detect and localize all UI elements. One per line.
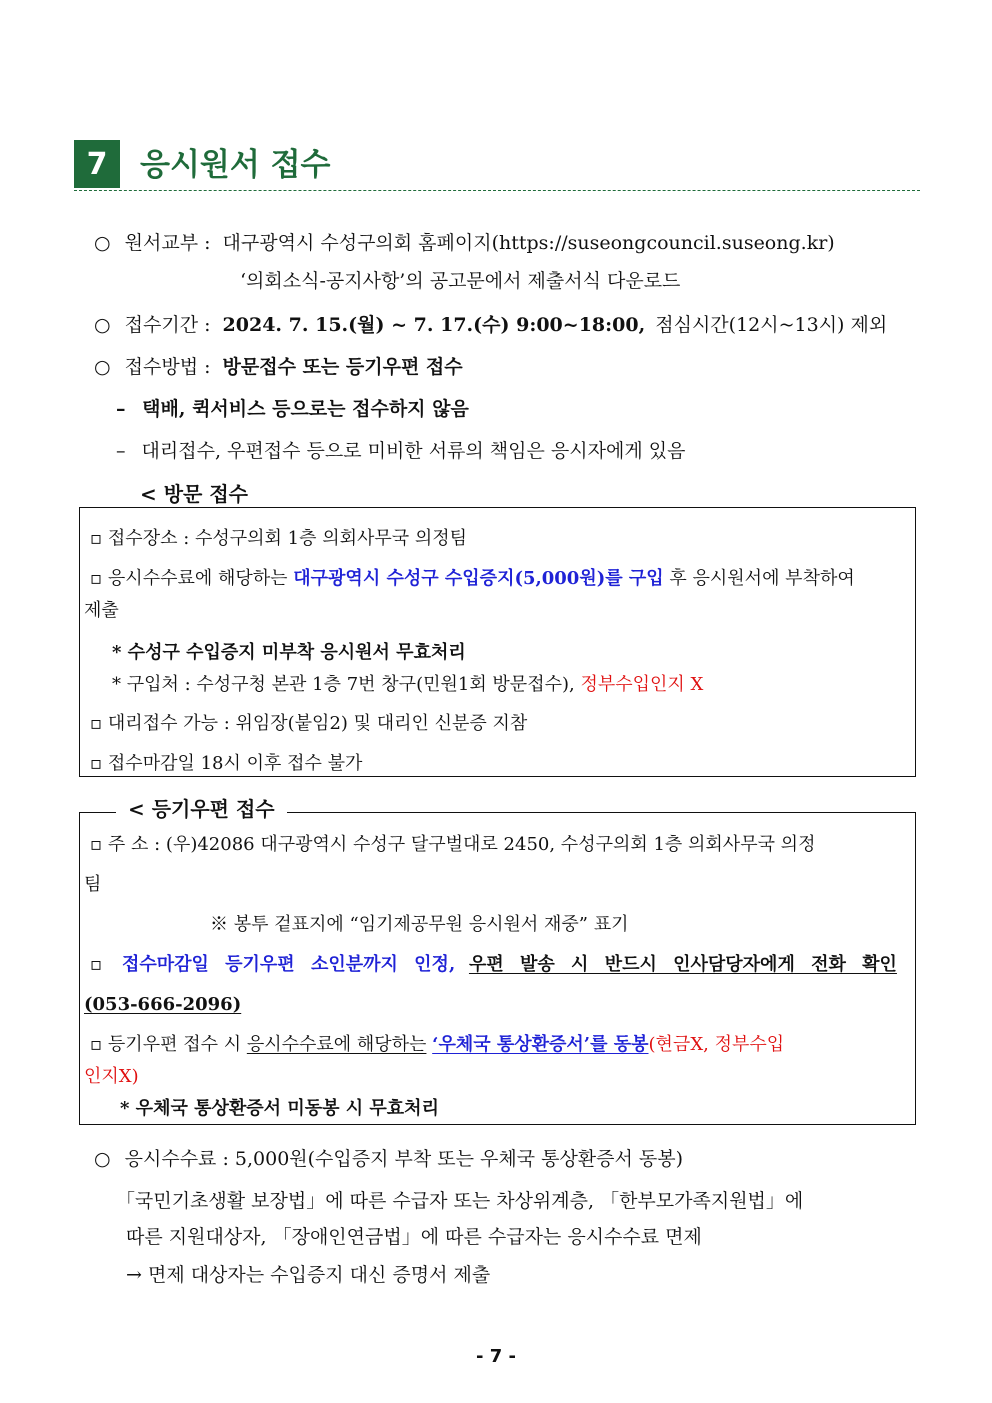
item-dash-1 [116, 396, 469, 422]
mail-deadline-underline: 우편 발송 시 반드시 인사담당자에게 전화 확인 [468, 954, 897, 975]
dash-2-text: 대리접수, 우편접수 등으로 미비한 서류의 책임은 응시자에게 있음 [141, 440, 686, 462]
visit-fee [90, 566, 855, 592]
visit-fee-pre: ▫ 응시수수료에 해당하는 [90, 568, 288, 589]
mail-envelope: ※ 봉투 겉표지에 “임기제공무원 응시원서 재중” 표기 [210, 914, 629, 935]
item-fee [94, 1146, 683, 1172]
bullet-circle: ○ [94, 1148, 111, 1170]
item-period-dates: 2024. 7. 15.(월) ~ 7. 17.(수) 9:00~18:00, [222, 314, 646, 336]
item-period-lunch: 점심시간(12시~13시) 제외 [655, 314, 888, 336]
page-number: - 7 - [476, 1346, 516, 1367]
visit-note-2-pre: * 구입처 : 수성구청 본관 1층 7번 창구(민원1회 방문접수), [112, 674, 575, 695]
mail-fee-pre: ▫ 등기우편 접수 시 [90, 1034, 242, 1055]
fee-exempt-1: 「국민기초생활 보장법」에 따른 수급자 또는 차상위계층, 「한부모가족지원법」에 [116, 1190, 804, 1212]
mail-address-cont: 팀 [84, 874, 102, 895]
mail-fee-underline: 응시수수료에 해당하는 [246, 1034, 427, 1055]
visit-note-2 [112, 672, 703, 698]
bullet-circle: ○ [94, 232, 111, 254]
mail-fee-blue: ‘우체국 통상환증서’를 동봉 [432, 1034, 649, 1055]
mail-box-title: < 등기우편 접수 [116, 796, 287, 822]
item-method [94, 354, 463, 380]
item-form-line2: ‘의회소식-공지사항’의 공고문에서 제출서식 다운로드 [240, 270, 681, 292]
mail-fee-red-cont: 인지X) [84, 1066, 139, 1087]
item-form [94, 230, 835, 256]
mail-deadline-blue: 접수마감일 등기우편 소인분까지 인정, [121, 954, 456, 975]
item-dash-2 [116, 438, 685, 464]
item-method-label: 접수방법 : [124, 356, 211, 378]
section-number: 7 [74, 140, 120, 188]
item-form-label: 원서교부 : [124, 232, 211, 254]
visit-box-top-rule [79, 507, 914, 508]
mail-deadline [90, 952, 897, 978]
visit-note-2-red: 정부수입인지 X [580, 674, 704, 695]
mail-phone: (053-666-2096) [84, 994, 242, 1015]
fee-exempt-2: 따른 지원대상자, 「장애인연금법」에 따른 수급자는 응시수수료 면제 [126, 1226, 702, 1248]
fee-exempt-3: → 면제 대상자는 수입증지 대신 증명서 제출 [126, 1264, 491, 1286]
item-period [94, 312, 887, 338]
dash-1-text: 택배, 퀵서비스 등으로는 접수하지 않음 [142, 398, 469, 420]
bullet-circle: ○ [94, 314, 111, 336]
visit-proxy: ▫ 대리접수 가능 : 위임장(붙임2) 및 대리인 신분증 지참 [90, 713, 528, 734]
item-form-value: 대구광역시 수성구의회 홈페이지(https://suseongcouncil.suseong.kr) [222, 232, 835, 254]
dash-mark: – [116, 398, 126, 420]
item-period-label: 접수기간 : [124, 314, 211, 336]
dash-mark: – [116, 440, 126, 462]
mail-deadline-mark: ▫ [90, 954, 103, 975]
mail-fee-red: (현금X, 정부수입 [648, 1034, 785, 1055]
item-method-value: 방문접수 또는 등기우편 접수 [222, 356, 463, 378]
visit-note-1: * 수성구 수입증지 미부착 응시원서 무효처리 [112, 642, 466, 663]
mail-fee [90, 1032, 784, 1058]
bullet-circle: ○ [94, 356, 111, 378]
mail-note: * 우체국 통상환증서 미동봉 시 무효처리 [120, 1098, 439, 1119]
section-rule [74, 190, 920, 191]
visit-deadline: ▫ 접수마감일 18시 이후 접수 불가 [90, 753, 363, 774]
visit-fee-blue: 대구광역시 수성구 수입증지(5,000원)를 구입 [293, 568, 664, 589]
visit-place: ▫ 접수장소 : 수성구의회 1층 의회사무국 의정팀 [90, 528, 468, 549]
section-title: 응시원서 접수 [140, 147, 331, 183]
item-fee-text: 응시수수료 : 5,000원(수입증지 부착 또는 우체국 통상환증서 동봉) [124, 1148, 684, 1170]
visit-fee-cont: 제출 [84, 600, 119, 621]
visit-box-left-rule [79, 507, 129, 508]
visit-box-title: < 방문 접수 [128, 481, 260, 507]
visit-fee-post: 후 응시원서에 부착하여 [669, 568, 855, 589]
mail-address: ▫ 주 소 : (우)42086 대구광역시 수성구 달구벌대로 2450, 수성구의회 1층 의회사무국 의정 [90, 834, 816, 855]
